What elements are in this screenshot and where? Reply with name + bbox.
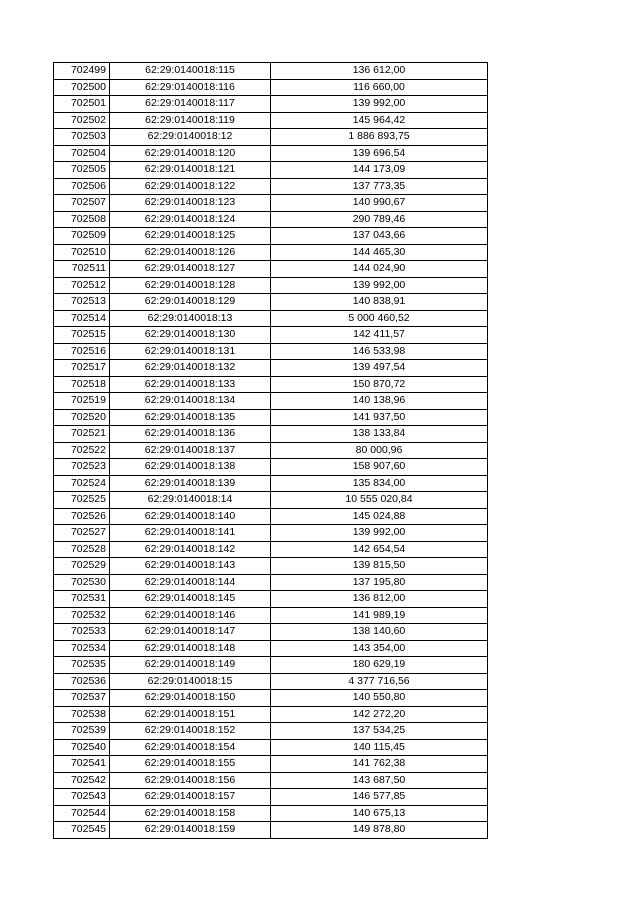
row-number-cell: 702501 xyxy=(54,96,110,113)
row-number-cell: 702525 xyxy=(54,492,110,509)
table-row xyxy=(54,195,488,212)
row-number-cell: 702517 xyxy=(54,360,110,377)
cadastral-number-cell: 62:29:0140018:124 xyxy=(110,211,271,228)
row-number-cell: 702535 xyxy=(54,657,110,674)
cadastral-number-cell: 62:29:0140018:135 xyxy=(110,409,271,426)
row-number-cell: 702515 xyxy=(54,327,110,344)
row-number-cell: 702509 xyxy=(54,228,110,245)
row-number-cell: 702500 xyxy=(54,79,110,96)
table-row xyxy=(54,541,488,558)
row-number-cell: 702505 xyxy=(54,162,110,179)
value-cell: 140 675,13 xyxy=(271,805,488,822)
table-row xyxy=(54,574,488,591)
value-cell: 149 878,80 xyxy=(271,822,488,839)
table-row xyxy=(54,145,488,162)
value-cell: 143 687,50 xyxy=(271,772,488,789)
table-row xyxy=(54,360,488,377)
value-cell: 140 115,45 xyxy=(271,739,488,756)
value-cell: 140 550,80 xyxy=(271,690,488,707)
row-number-cell: 702542 xyxy=(54,772,110,789)
value-cell: 144 465,30 xyxy=(271,244,488,261)
cadastral-number-cell: 62:29:0140018:132 xyxy=(110,360,271,377)
row-number-cell: 702543 xyxy=(54,789,110,806)
value-cell: 4 377 716,56 xyxy=(271,673,488,690)
cadastral-number-cell: 62:29:0140018:116 xyxy=(110,79,271,96)
cadastral-number-cell: 62:29:0140018:156 xyxy=(110,772,271,789)
cadastral-number-cell: 62:29:0140018:13 xyxy=(110,310,271,327)
row-number-cell: 702527 xyxy=(54,525,110,542)
table-row xyxy=(54,376,488,393)
value-cell: 141 937,50 xyxy=(271,409,488,426)
cadastral-number-cell: 62:29:0140018:115 xyxy=(110,63,271,80)
table-row xyxy=(54,79,488,96)
value-cell: 137 534,25 xyxy=(271,723,488,740)
cadastral-number-cell: 62:29:0140018:122 xyxy=(110,178,271,195)
cadastral-number-cell: 62:29:0140018:125 xyxy=(110,228,271,245)
cadastral-number-cell: 62:29:0140018:142 xyxy=(110,541,271,558)
row-number-cell: 702499 xyxy=(54,63,110,80)
row-number-cell: 702503 xyxy=(54,129,110,146)
row-number-cell: 702524 xyxy=(54,475,110,492)
row-number-cell: 702528 xyxy=(54,541,110,558)
cadastral-number-cell: 62:29:0140018:155 xyxy=(110,756,271,773)
table-row xyxy=(54,129,488,146)
table-row xyxy=(54,640,488,657)
value-cell: 135 834,00 xyxy=(271,475,488,492)
cadastral-number-cell: 62:29:0140018:158 xyxy=(110,805,271,822)
value-cell: 158 907,60 xyxy=(271,459,488,476)
value-cell: 139 815,50 xyxy=(271,558,488,575)
value-cell: 142 272,20 xyxy=(271,706,488,723)
value-cell: 150 870,72 xyxy=(271,376,488,393)
value-cell: 139 992,00 xyxy=(271,96,488,113)
cadastral-number-cell: 62:29:0140018:15 xyxy=(110,673,271,690)
value-cell: 139 696,54 xyxy=(271,145,488,162)
table-row xyxy=(54,112,488,129)
row-number-cell: 702529 xyxy=(54,558,110,575)
value-cell: 290 789,46 xyxy=(271,211,488,228)
data-table-container xyxy=(53,62,487,839)
table-row xyxy=(54,591,488,608)
cadastral-number-cell: 62:29:0140018:120 xyxy=(110,145,271,162)
value-cell: 144 173,09 xyxy=(271,162,488,179)
table-row xyxy=(54,409,488,426)
cadastral-number-cell: 62:29:0140018:121 xyxy=(110,162,271,179)
cadastral-number-cell: 62:29:0140018:130 xyxy=(110,327,271,344)
value-cell: 80 000,96 xyxy=(271,442,488,459)
table-row xyxy=(54,393,488,410)
row-number-cell: 702533 xyxy=(54,624,110,641)
value-cell: 10 555 020,84 xyxy=(271,492,488,509)
cadastral-number-cell: 62:29:0140018:136 xyxy=(110,426,271,443)
value-cell: 139 992,00 xyxy=(271,277,488,294)
cadastral-number-cell: 62:29:0140018:123 xyxy=(110,195,271,212)
cadastral-number-cell: 62:29:0140018:14 xyxy=(110,492,271,509)
value-cell: 141 762,38 xyxy=(271,756,488,773)
row-number-cell: 702513 xyxy=(54,294,110,311)
cadastral-number-cell: 62:29:0140018:148 xyxy=(110,640,271,657)
row-number-cell: 702508 xyxy=(54,211,110,228)
cadastral-number-cell: 62:29:0140018:147 xyxy=(110,624,271,641)
table-row xyxy=(54,690,488,707)
value-cell: 137 043,66 xyxy=(271,228,488,245)
table-row xyxy=(54,822,488,839)
table-row xyxy=(54,789,488,806)
row-number-cell: 702502 xyxy=(54,112,110,129)
cadastral-number-cell: 62:29:0140018:129 xyxy=(110,294,271,311)
cadastral-number-cell: 62:29:0140018:149 xyxy=(110,657,271,674)
table-row xyxy=(54,558,488,575)
value-cell: 142 654,54 xyxy=(271,541,488,558)
cadastral-number-cell: 62:29:0140018:139 xyxy=(110,475,271,492)
cadastral-number-cell: 62:29:0140018:150 xyxy=(110,690,271,707)
value-cell: 143 354,00 xyxy=(271,640,488,657)
cadastral-value-table xyxy=(53,62,488,839)
table-row xyxy=(54,343,488,360)
table-row xyxy=(54,508,488,525)
row-number-cell: 702520 xyxy=(54,409,110,426)
cadastral-number-cell: 62:29:0140018:141 xyxy=(110,525,271,542)
table-row xyxy=(54,63,488,80)
value-cell: 142 411,57 xyxy=(271,327,488,344)
table-row xyxy=(54,162,488,179)
cadastral-number-cell: 62:29:0140018:131 xyxy=(110,343,271,360)
row-number-cell: 702511 xyxy=(54,261,110,278)
row-number-cell: 702507 xyxy=(54,195,110,212)
table-row xyxy=(54,657,488,674)
value-cell: 116 660,00 xyxy=(271,79,488,96)
table-row xyxy=(54,244,488,261)
row-number-cell: 702514 xyxy=(54,310,110,327)
value-cell: 136 612,00 xyxy=(271,63,488,80)
value-cell: 141 989,19 xyxy=(271,607,488,624)
table-row xyxy=(54,805,488,822)
cadastral-number-cell: 62:29:0140018:12 xyxy=(110,129,271,146)
value-cell: 180 629,19 xyxy=(271,657,488,674)
value-cell: 5 000 460,52 xyxy=(271,310,488,327)
cadastral-number-cell: 62:29:0140018:140 xyxy=(110,508,271,525)
row-number-cell: 702536 xyxy=(54,673,110,690)
row-number-cell: 702512 xyxy=(54,277,110,294)
cadastral-number-cell: 62:29:0140018:146 xyxy=(110,607,271,624)
row-number-cell: 702516 xyxy=(54,343,110,360)
table-row xyxy=(54,277,488,294)
cadastral-number-cell: 62:29:0140018:151 xyxy=(110,706,271,723)
table-row xyxy=(54,211,488,228)
row-number-cell: 702539 xyxy=(54,723,110,740)
cadastral-number-cell: 62:29:0140018:159 xyxy=(110,822,271,839)
row-number-cell: 702510 xyxy=(54,244,110,261)
value-cell: 145 964,42 xyxy=(271,112,488,129)
row-number-cell: 702537 xyxy=(54,690,110,707)
cadastral-number-cell: 62:29:0140018:144 xyxy=(110,574,271,591)
table-row xyxy=(54,96,488,113)
cadastral-number-cell: 62:29:0140018:126 xyxy=(110,244,271,261)
row-number-cell: 702521 xyxy=(54,426,110,443)
value-cell: 137 195,80 xyxy=(271,574,488,591)
row-number-cell: 702532 xyxy=(54,607,110,624)
table-row xyxy=(54,492,488,509)
row-number-cell: 702519 xyxy=(54,393,110,410)
cadastral-number-cell: 62:29:0140018:119 xyxy=(110,112,271,129)
cadastral-number-cell: 62:29:0140018:137 xyxy=(110,442,271,459)
value-cell: 146 577,85 xyxy=(271,789,488,806)
row-number-cell: 702534 xyxy=(54,640,110,657)
table-row xyxy=(54,475,488,492)
row-number-cell: 702518 xyxy=(54,376,110,393)
row-number-cell: 702522 xyxy=(54,442,110,459)
table-row xyxy=(54,673,488,690)
table-row xyxy=(54,706,488,723)
table-row xyxy=(54,756,488,773)
value-cell: 140 990,67 xyxy=(271,195,488,212)
value-cell: 1 886 893,75 xyxy=(271,129,488,146)
row-number-cell: 702538 xyxy=(54,706,110,723)
table-row xyxy=(54,525,488,542)
row-number-cell: 702530 xyxy=(54,574,110,591)
cadastral-number-cell: 62:29:0140018:145 xyxy=(110,591,271,608)
table-row xyxy=(54,624,488,641)
cadastral-number-cell: 62:29:0140018:117 xyxy=(110,96,271,113)
table-row xyxy=(54,261,488,278)
row-number-cell: 702506 xyxy=(54,178,110,195)
table-row xyxy=(54,310,488,327)
value-cell: 138 140,60 xyxy=(271,624,488,641)
cadastral-number-cell: 62:29:0140018:127 xyxy=(110,261,271,278)
cadastral-number-cell: 62:29:0140018:154 xyxy=(110,739,271,756)
table-row xyxy=(54,723,488,740)
row-number-cell: 702545 xyxy=(54,822,110,839)
value-cell: 140 838,91 xyxy=(271,294,488,311)
row-number-cell: 702523 xyxy=(54,459,110,476)
value-cell: 144 024,90 xyxy=(271,261,488,278)
value-cell: 138 133,84 xyxy=(271,426,488,443)
table-row xyxy=(54,739,488,756)
table-row xyxy=(54,294,488,311)
table-row xyxy=(54,426,488,443)
cadastral-number-cell: 62:29:0140018:134 xyxy=(110,393,271,410)
row-number-cell: 702540 xyxy=(54,739,110,756)
row-number-cell: 702504 xyxy=(54,145,110,162)
row-number-cell: 702526 xyxy=(54,508,110,525)
row-number-cell: 702531 xyxy=(54,591,110,608)
table-row xyxy=(54,228,488,245)
value-cell: 139 992,00 xyxy=(271,525,488,542)
cadastral-number-cell: 62:29:0140018:157 xyxy=(110,789,271,806)
value-cell: 146 533,98 xyxy=(271,343,488,360)
table-row xyxy=(54,178,488,195)
table-row xyxy=(54,772,488,789)
value-cell: 139 497,54 xyxy=(271,360,488,377)
cadastral-number-cell: 62:29:0140018:133 xyxy=(110,376,271,393)
table-row xyxy=(54,442,488,459)
cadastral-number-cell: 62:29:0140018:138 xyxy=(110,459,271,476)
cadastral-number-cell: 62:29:0140018:152 xyxy=(110,723,271,740)
value-cell: 145 024,88 xyxy=(271,508,488,525)
table-body xyxy=(54,63,488,839)
value-cell: 140 138,96 xyxy=(271,393,488,410)
row-number-cell: 702541 xyxy=(54,756,110,773)
value-cell: 137 773,35 xyxy=(271,178,488,195)
table-row xyxy=(54,607,488,624)
table-row xyxy=(54,459,488,476)
value-cell: 136 812,00 xyxy=(271,591,488,608)
row-number-cell: 702544 xyxy=(54,805,110,822)
table-row xyxy=(54,327,488,344)
cadastral-number-cell: 62:29:0140018:128 xyxy=(110,277,271,294)
cadastral-number-cell: 62:29:0140018:143 xyxy=(110,558,271,575)
